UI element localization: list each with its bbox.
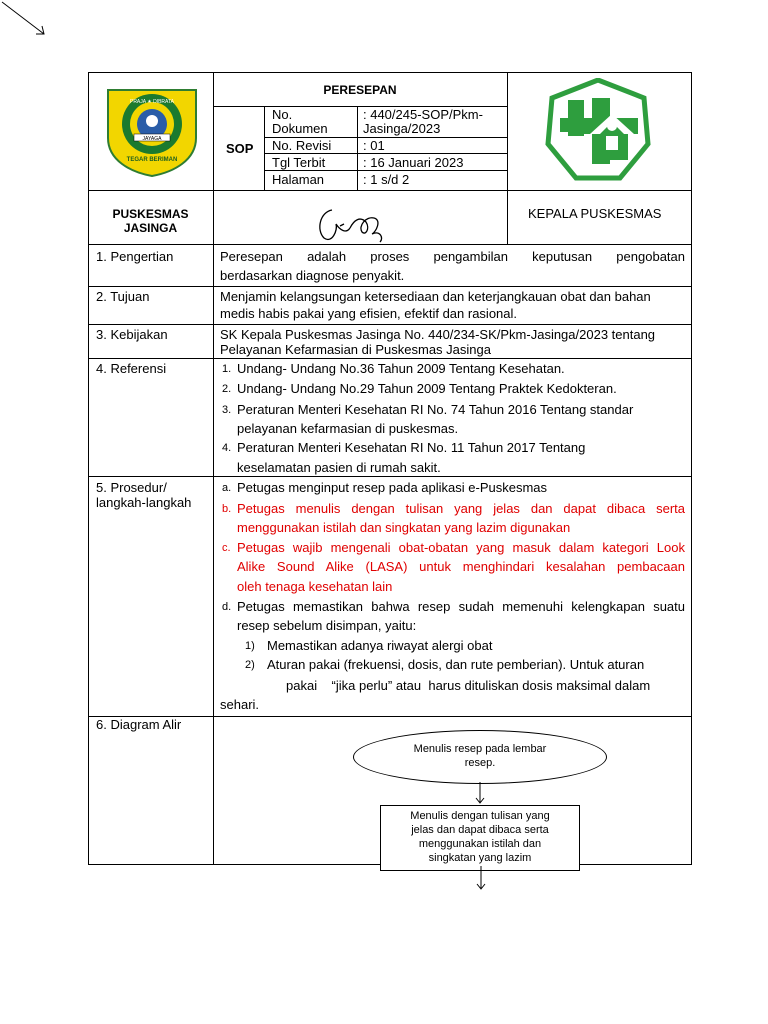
list-item-line2: keselamatan pasien di rumah sakit.	[237, 460, 441, 475]
flowchart-start-text: Menulis resep pada lembar	[413, 743, 547, 755]
pengertian-text-line2: berdasarkan diagnose penyakit.	[220, 268, 405, 283]
flowchart-step-text: Menulis dengan tulisan yang	[410, 810, 550, 822]
step-letter: c.	[222, 542, 231, 554]
list-item: Peraturan Menteri Kesehatan RI No. 74 Tahun 2016 Tentang standar	[237, 402, 634, 417]
tujuan-text-line2: medis habis pakai yang efisien, efektif dan rasional.	[220, 306, 518, 321]
tujuan-text: Menjamin kelangsungan ketersediaan dan keterjangkauan obat dan bahan	[220, 289, 651, 304]
org-name-line2: JASINGA	[123, 221, 178, 235]
signer-title: KEPALA PUSKESMAS	[528, 206, 662, 221]
list-item-line2: pelayanan kefarmasian di puskesmas.	[237, 421, 459, 436]
step-letter: a.	[222, 482, 232, 494]
substep-1-text: Memastikan adanya riwayat alergi obat	[267, 638, 493, 653]
step-b-text: Petugas menulis dengan tulisan yang jelas dan dapat dibaca serta	[237, 501, 685, 516]
section-label-pengertian: 1. Pengertian	[96, 249, 174, 264]
field-value-no-dokumen-line2: Jasinga/2023	[363, 121, 441, 136]
emblem-banner-text: JAYAGA	[142, 136, 162, 142]
field-label-no-dokumen-line2: Dokumen	[272, 121, 328, 136]
field-label-no-dokumen: No.	[272, 107, 293, 122]
substep-number: 2)	[245, 659, 255, 671]
step-c-text: Petugas wajib mengenali obat-obatan yang masuk dalam kategori Look	[237, 540, 685, 555]
step-a-text: Petugas menginput resep pada aplikasi e-Puskesmas	[237, 480, 548, 495]
substep-2-end: sehari.	[220, 697, 260, 712]
document-title: PERESEPAN	[323, 83, 397, 97]
field-value-tgl-terbit: : 16 Januari 2023	[363, 155, 464, 170]
flow-arrow-icon	[475, 866, 487, 892]
field-label-no-revisi: No. Revisi	[272, 138, 332, 153]
kebijakan-text-line2: Pelayanan Kefarmasian di Puskesmas Jasinga	[220, 342, 491, 357]
field-value-halaman: : 1 s/d 2	[363, 172, 410, 187]
step-d-text-line2: resep sebelum disimpan, yaitu:	[237, 618, 417, 633]
emblem-ring-text: PRAJA ★ DIBRATA	[129, 99, 175, 105]
sop-label: SOP	[226, 141, 254, 156]
org-name: PUSKESMAS	[112, 207, 189, 221]
pengertian-text: Peresepan adalah proses pengambilan keputusan pengobatan	[220, 249, 685, 264]
step-letter: b.	[222, 503, 232, 515]
list-item-number: 1.	[222, 363, 232, 375]
list-item-number: 4.	[222, 442, 232, 454]
section-label-prosedur-line2: langkah-langkah	[96, 495, 192, 510]
kabupaten-bogor-emblem-logo	[104, 86, 200, 178]
puskesmas-cross-logo	[544, 78, 652, 184]
list-item: Undang- Undang No.36 Tahun 2009 Tentang Kesehatan.	[237, 361, 565, 376]
signature-image	[310, 200, 420, 246]
step-b-text-line2: menggunakan istilah dan singkatan yang lazim digunakan	[237, 520, 571, 535]
step-letter: d.	[222, 601, 232, 613]
substep-number: 1)	[245, 640, 255, 652]
emblem-motto-text: TEGAR BERIMAN	[126, 157, 178, 163]
field-value-no-revisi: : 01	[363, 138, 385, 153]
field-label-halaman: Halaman	[272, 172, 325, 187]
section-label-prosedur: 5. Prosedur/	[96, 480, 167, 495]
substep-2-text: Aturan pakai (frekuensi, dosis, dan rute pemberian). Untuk aturan	[267, 657, 645, 672]
flowchart-step-text-line3: menggunakan istilah dan	[418, 838, 542, 850]
flowchart-step-text-line4: singkatan yang lazim	[428, 852, 532, 864]
list-item: Undang- Undang No.29 Tahun 2009 Tentang Praktek Kedokteran.	[237, 381, 617, 396]
substep-2-continuation: pakai “jika perlu” atau harus dituliskan dosis maksimal dalam	[286, 678, 651, 693]
corner-arrow-icon	[0, 0, 50, 40]
kebijakan-text: SK Kepala Puskesmas Jasinga No. 440/234-SK/Pkm-Jasinga/2023 tentang	[220, 327, 656, 342]
list-item-number: 3.	[222, 404, 232, 416]
section-label-referensi: 4. Referensi	[96, 361, 167, 376]
list-item-number: 2.	[222, 383, 232, 395]
section-label-tujuan: 2. Tujuan	[96, 289, 150, 304]
flowchart-start-text-line2: resep.	[464, 757, 496, 769]
step-c-text-line3: oleh tenaga kesehatan lain	[237, 579, 393, 594]
flow-arrow-icon	[474, 782, 486, 806]
field-label-tgl-terbit: Tgl Terbit	[272, 155, 326, 170]
section-label-diagram: 6. Diagram Alir	[96, 717, 182, 732]
field-value-no-dokumen: : 440/245-SOP/Pkm-	[363, 107, 483, 122]
step-c-text-line2: Alike Sound Alike (LASA) untuk menghindari kesalahan pembacaan	[237, 559, 685, 574]
list-item: Peraturan Menteri Kesehatan RI No. 11 Tahun 2017 Tentang	[237, 440, 586, 455]
flowchart-step-text-line2: jelas dan dapat dibaca serta	[411, 824, 549, 836]
step-d-text: Petugas memastikan bahwa resep sudah memenuhi kelengkapan suatu	[237, 599, 685, 614]
section-label-kebijakan: 3. Kebijakan	[96, 327, 168, 342]
